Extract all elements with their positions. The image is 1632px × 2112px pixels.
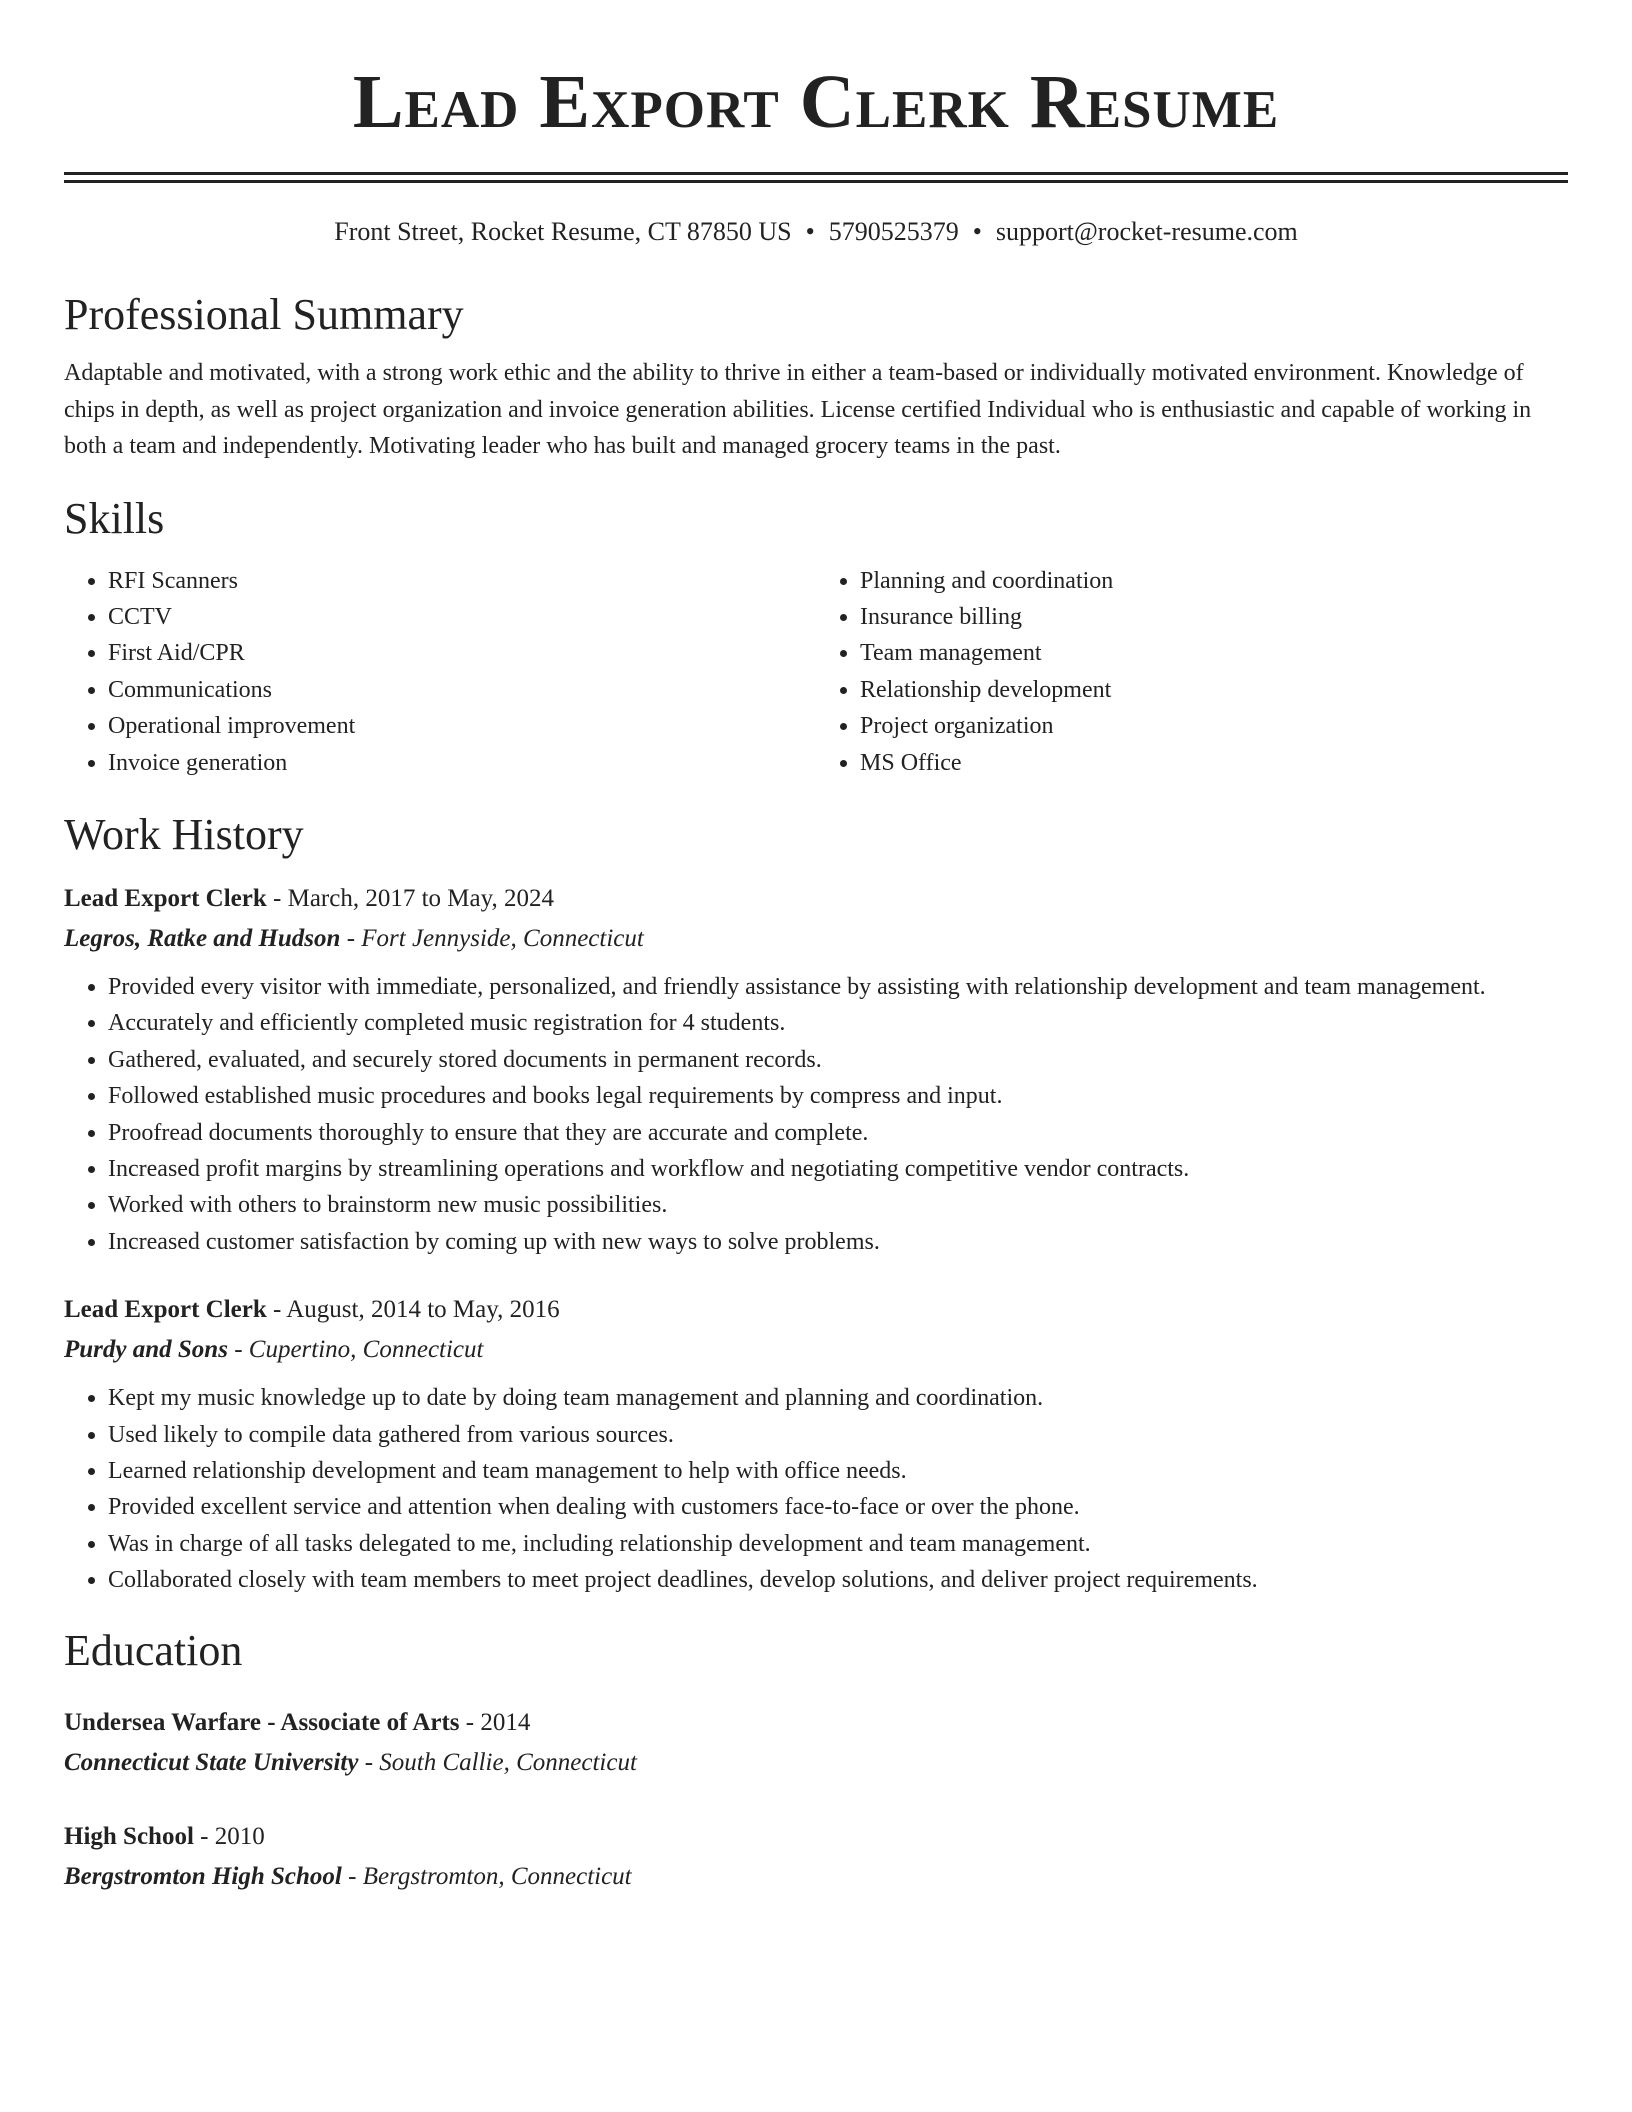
skills-list: [64, 563, 1568, 781]
job-entry: [64, 1290, 1568, 1598]
separator: -: [266, 1296, 287, 1324]
section-heading-work-history: Work History: [64, 809, 304, 859]
skill-item: • Communications: [108, 672, 816, 708]
job-title: Lead Export Clerk: [64, 1296, 267, 1324]
job-bullet: • Increased profit margins by streamlining operations and workflow and negotiating competitive vendor contracts.: [108, 1151, 1568, 1187]
separator: -: [266, 884, 288, 912]
skill-item: • Team management: [860, 635, 1568, 671]
skill-item: • Invoice generation: [108, 745, 816, 781]
job-entry: [64, 879, 1568, 1260]
education-year: 2014: [480, 1708, 531, 1736]
skills-column-left: [64, 563, 816, 781]
job-bullet: • Worked with others to brainstorm new music possibilities.: [108, 1187, 1568, 1223]
separator: -: [340, 924, 362, 952]
education-school-line: [64, 1857, 1568, 1897]
job-bullet: • Followed established music procedures and books legal requirements by compress and input.: [108, 1078, 1568, 1114]
job-bullet-list: [64, 969, 1568, 1260]
job-bullet-list: [64, 1380, 1568, 1598]
contact-line: [64, 215, 1568, 249]
separator: -: [459, 1708, 481, 1736]
education-degree: High School: [64, 1822, 194, 1850]
resume-title: Lead Export Clerk Resume: [352, 60, 1280, 144]
job-bullet: • Was in charge of all tasks delegated to me, including relationship development and team management.: [108, 1526, 1568, 1562]
title-double-rule: [64, 172, 1568, 183]
education-location: Bergstromton, Connecticut: [362, 1862, 632, 1890]
section-heading-skills: Skills: [64, 493, 165, 543]
contact-email: support@rocket-resume.com: [995, 217, 1298, 246]
job-title-line: [64, 1290, 1568, 1330]
education-school: Connecticut State University: [64, 1748, 359, 1776]
job-company: Purdy and Sons: [64, 1336, 228, 1364]
separator: -: [227, 1336, 249, 1364]
section-heading-education: Education: [64, 1625, 243, 1675]
education-school-line: [64, 1743, 1568, 1783]
skill-item: • CCTV: [108, 599, 816, 635]
education-entry: [64, 1817, 1568, 1897]
job-company-line: [64, 1330, 1568, 1370]
job-bullet: • Increased customer satisfaction by coming up with new ways to solve problems.: [108, 1224, 1568, 1260]
separator: -: [341, 1862, 363, 1890]
skill-item: • Project organization: [860, 708, 1568, 744]
job-bullet: • Proofread documents thoroughly to ensure that they are accurate and complete.: [108, 1115, 1568, 1151]
job-dates: March, 2017 to May, 2024: [287, 884, 555, 912]
skill-item: • Relationship development: [860, 672, 1568, 708]
job-bullet: • Kept my music knowledge up to date by doing team management and planning and coordination.: [108, 1380, 1568, 1416]
job-bullet: • Provided every visitor with immediate, personalized, and friendly assistance by assisting with relationship development and team management.: [108, 969, 1568, 1005]
job-bullet: • Learned relationship development and team management to help with office needs.: [108, 1453, 1568, 1489]
job-company-line: [64, 919, 1568, 959]
education-year: 2010: [214, 1822, 265, 1850]
job-title-line: [64, 879, 1568, 919]
education-degree-line: [64, 1817, 1568, 1857]
job-dates: August, 2014 to May, 2016: [286, 1296, 560, 1324]
contact-phone: 5790525379: [828, 217, 959, 246]
job-location: Cupertino, Connecticut: [248, 1336, 484, 1364]
contact-address: Front Street, Rocket Resume, CT 87850 US: [334, 217, 792, 246]
job-bullet: • Used likely to compile data gathered from various sources.: [108, 1417, 1568, 1453]
skill-item: • MS Office: [860, 745, 1568, 781]
education-degree: Undersea Warfare - Associate of Arts: [64, 1708, 460, 1736]
contact-separator: •: [805, 217, 815, 246]
skill-item: • Insurance billing: [860, 599, 1568, 635]
job-bullet: • Gathered, evaluated, and securely stored documents in permanent records.: [108, 1042, 1568, 1078]
skill-item: • First Aid/CPR: [108, 635, 816, 671]
education-school: Bergstromton High School: [64, 1862, 342, 1890]
contact-separator: •: [972, 217, 982, 246]
separator: -: [358, 1748, 380, 1776]
job-company: Legros, Ratke and Hudson: [64, 924, 341, 952]
job-bullet: • Provided excellent service and attention when dealing with customers face-to-face or over the phone.: [108, 1489, 1568, 1525]
skill-item: • Operational improvement: [108, 708, 816, 744]
skills-column-right: [816, 563, 1568, 781]
separator: -: [193, 1822, 215, 1850]
job-bullet: • Accurately and efficiently completed music registration for 4 students.: [108, 1005, 1568, 1041]
skill-item: • Planning and coordination: [860, 563, 1568, 599]
job-bullet: • Collaborated closely with team members to meet project deadlines, develop solutions, and deliver project requirements.: [108, 1562, 1568, 1598]
skill-item: • RFI Scanners: [108, 563, 816, 599]
education-entry: [64, 1703, 1568, 1783]
education-location: South Callie, Connecticut: [379, 1748, 637, 1776]
summary-text: Adaptable and motivated, with a strong work ethic and the ability to thrive in either a team-based or individually motivated environment. Knowledge of chips in depth, as well as project organization and invoice generation abilities. License certified Individual who is enthusiastic and capable of working in both a team and independently. Motivating leader who has built and managed grocery teams in the past.: [64, 360, 1532, 459]
job-title: Lead Export Clerk: [64, 884, 267, 912]
section-heading-summary: Professional Summary: [64, 290, 464, 339]
education-degree-line: [64, 1703, 1568, 1743]
job-location: Fort Jennyside, Connecticut: [361, 924, 644, 952]
